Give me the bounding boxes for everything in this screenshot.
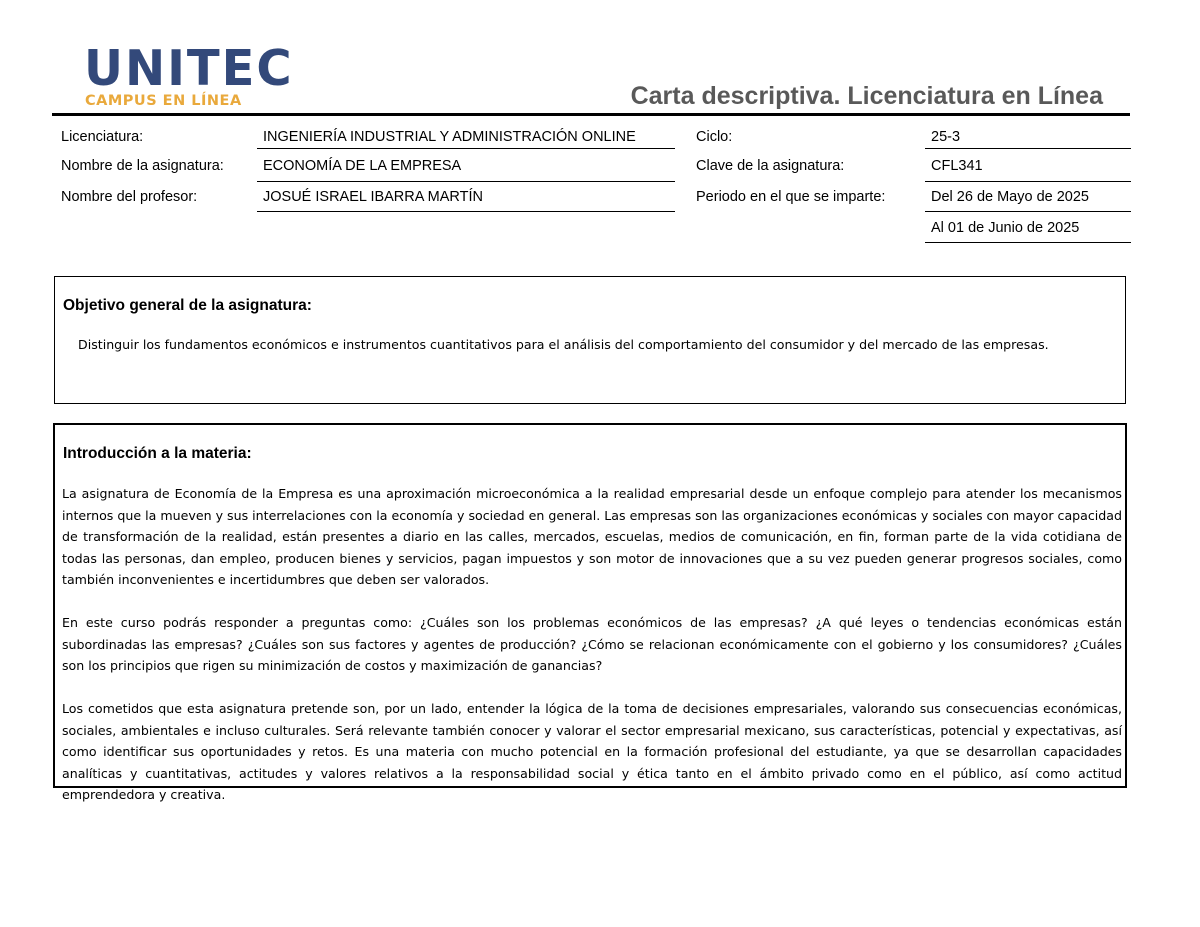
licenciatura-rule (257, 148, 675, 149)
unitec-logo (84, 40, 298, 109)
licenciatura-value: INGENIERÍA INDUSTRIAL Y ADMINISTRACIÓN ONLINE (263, 129, 636, 145)
objetivo-box (54, 276, 1126, 404)
periodo-end-rule (925, 242, 1131, 243)
introduccion-paragraph-2: En este curso podrás responder a preguntas como: ¿Cuáles son los problemas económicos de las empresas? ¿A qué leyes o tendencias económicas están subordinadas las empresas? ¿Cuáles son sus factores y agentes de producción? ¿Cómo se relacionan económicamente con el gobierno y los consumidores? ¿Cuáles son los principios que rigen su minimización de costos y maximización de ganancias? (62, 615, 1122, 673)
profesor-rule (257, 211, 675, 212)
clave-label: Clave de la asignatura: (696, 158, 845, 174)
introduccion-paragraph-3: Los cometidos que esta asignatura pretende son, por un lado, entender la lógica de la toma de decisiones empresariales, valorando sus consecuencias económicas, sociales, ambientales e incluso culturales. Será relevante también conocer y valorar el sector empresarial mexicano, sus características, potencial y expectativas, así como identificar sus oportunidades y retos. Es una materia con mucho potencial en la formación profesional del estudiante, ya que se desarrollan capacidades analíticas y cuantitativas, actitudes y valores relativos a la responsabilidad social y ética tanto en el ámbito privado como en el público, así como actitud emprendedora y creativa. (62, 701, 1122, 802)
introduccion-paragraph-1: La asignatura de Economía de la Empresa es una aproximación microeconómica a la realidad empresarial desde un enfoque complejo para atender los mecanismos internos que la mueven y sus interrelaciones con la economía y sociedad en general. Las empresas son las organizaciones económicas y sociales con mayor capacidad de transformación de la realidad, están presentes a diario en las calles, mercados, escuelas, medios de comunicación, en fin, forman parte de la vida cotidiana de todas las personas, dan empleo, producen bienes y servicios, pagan impuestos y son motor de innovaciones que a su vez pueden generar progresos sociales, como también inconvenientes e incertidumbres que deben ser valorados. (62, 486, 1122, 587)
asignatura-rule (257, 181, 675, 182)
ciclo-label: Ciclo: (696, 129, 733, 145)
objetivo-text: Distinguir los fundamentos económicos e instrumentos cuantitativos para el análisis del comportamiento del consumidor y del mercado de las empresas. (78, 337, 1049, 352)
objetivo-heading: Objetivo general de la asignatura: (63, 297, 312, 314)
ciclo-rule (925, 148, 1131, 149)
asignatura-value: ECONOMÍA DE LA EMPRESA (263, 158, 462, 174)
periodo-end: Al 01 de Junio de 2025 (931, 220, 1080, 236)
profesor-label: Nombre del profesor: (61, 189, 198, 205)
introduccion-heading: Introducción a la materia: (63, 445, 252, 462)
logo-text: UNITEC (84, 40, 294, 97)
logo-subtext: CAMPUS EN LÍNEA (85, 93, 242, 109)
periodo-start-rule (925, 211, 1131, 212)
document-title: Carta descriptiva. Licenciatura en Línea (630, 82, 1103, 110)
periodo-label: Periodo en el que se imparte: (696, 189, 886, 205)
profesor-value: JOSUÉ ISRAEL IBARRA MARTÍN (263, 189, 483, 205)
ciclo-value: 25-3 (931, 129, 961, 145)
title-rule (52, 113, 1130, 116)
clave-value: CFL341 (931, 158, 983, 174)
periodo-start: Del 26 de Mayo de 2025 (931, 189, 1089, 205)
asignatura-label: Nombre de la asignatura: (61, 158, 224, 174)
clave-rule (925, 181, 1131, 182)
introduccion-box (53, 423, 1127, 802)
introduccion-body (62, 483, 1122, 806)
licenciatura-label: Licenciatura: (61, 129, 144, 145)
